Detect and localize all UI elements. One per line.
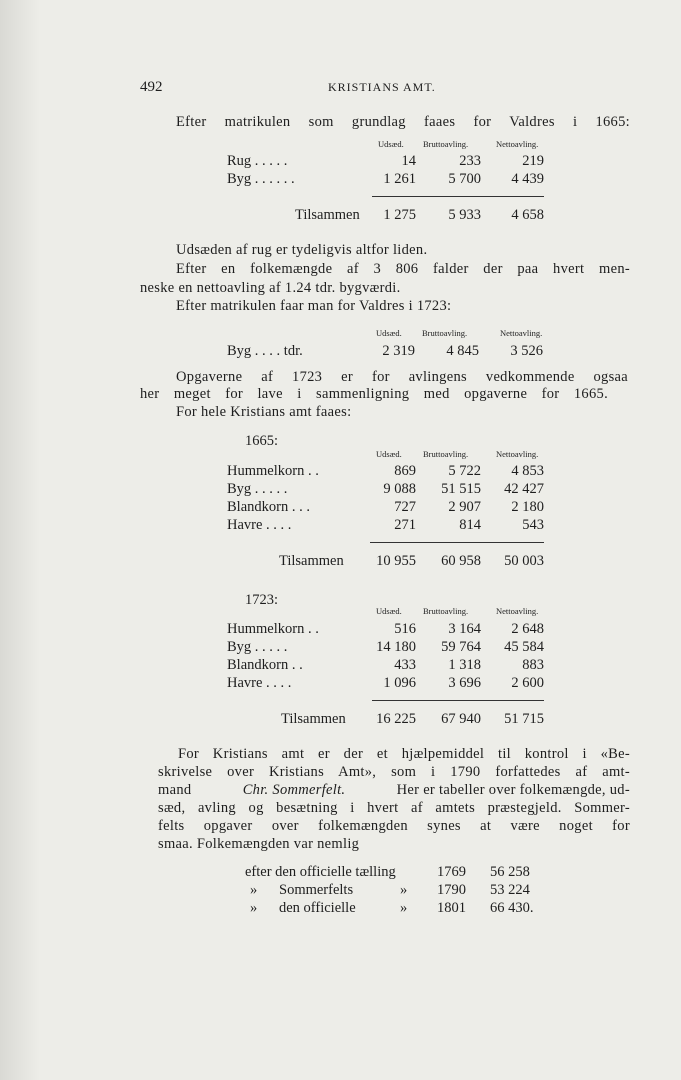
cell-seed: 1 096	[383, 675, 416, 691]
col-head-seed: Udsæd.	[376, 606, 402, 616]
paragraph-4-line-3	[158, 782, 630, 799]
cell-net: 4 658	[511, 207, 544, 223]
col-head-seed: Udsæd.	[378, 139, 404, 149]
table-row	[0, 882, 681, 900]
col-head-net: Nettoavling.	[496, 139, 539, 149]
total-label: Tilsammen	[279, 553, 344, 569]
cell-gross: 51 515	[441, 481, 481, 497]
paragraph-2-line-2: Efter en folkemængde af 3 806 falder der paa hvert men-	[176, 261, 630, 277]
row-label: Hummelkorn . .	[227, 621, 319, 637]
cell-net: 219	[522, 153, 544, 169]
cell-gross: 60 958	[441, 553, 481, 569]
cell-seed: 1 275	[383, 207, 416, 223]
row-label: Hummelkorn . .	[227, 463, 319, 479]
cell-gross: 4 845	[446, 343, 479, 359]
row-label: Blandkorn . .	[227, 657, 303, 673]
cell-net: 543	[522, 517, 544, 533]
cell-seed: 14 180	[376, 639, 416, 655]
cell-year: 1790	[437, 882, 466, 898]
row-label: Byg . . . . . .	[227, 171, 295, 187]
cell-gross: 59 764	[441, 639, 481, 655]
row-label: Byg . . . . .	[227, 481, 288, 497]
cell-seed: 727	[394, 499, 416, 515]
cell-net: 4 439	[511, 171, 544, 187]
ditto-mark: »	[400, 900, 408, 916]
total-rule	[372, 196, 544, 197]
col-head-net: Nettoavling.	[496, 449, 539, 459]
total-label: Tilsammen	[295, 207, 360, 223]
row-label: efter den officielle tælling	[245, 864, 396, 880]
paragraph-1: Efter matrikulen som grundlag faaes for Valdres i 1665:	[176, 114, 630, 130]
col-head-gross: Bruttoavling.	[423, 139, 469, 149]
cell-seed: 9 088	[383, 481, 416, 497]
ditto-mark: »	[250, 882, 258, 898]
total-row	[0, 207, 681, 225]
total-label: Tilsammen	[281, 711, 346, 727]
cell-gross: 67 940	[441, 711, 481, 727]
col-head-net: Nettoavling.	[500, 328, 543, 338]
table-row	[0, 657, 681, 675]
cell-seed: 516	[394, 621, 416, 637]
total-row	[0, 553, 681, 571]
col-head-gross: Bruttoavling.	[423, 606, 469, 616]
cell-year: 1801	[437, 900, 466, 916]
row-label: Byg . . . . tdr.	[227, 343, 303, 359]
running-title: KRISTIANS AMT.	[328, 80, 436, 94]
table-row	[0, 343, 681, 361]
cell-gross: 5 722	[448, 463, 481, 479]
cell-gross: 814	[459, 517, 481, 533]
author-name: Chr. Sommerfelt.	[242, 782, 346, 798]
ditto-mark: »	[400, 882, 408, 898]
ditto-mark: »	[250, 900, 258, 916]
cell-value: 66 430.	[490, 900, 534, 916]
cell-seed: 271	[394, 517, 416, 533]
col-head-gross: Bruttoavling.	[422, 328, 468, 338]
table-row	[0, 900, 681, 918]
table-row	[0, 621, 681, 639]
cell-net: 883	[522, 657, 544, 673]
total-row	[0, 711, 681, 729]
paragraph-4-line-5: felts opgaver over folkemængden synes at være noget for	[158, 818, 630, 834]
cell-gross: 5 933	[448, 207, 481, 223]
cell-value: 53 224	[490, 882, 530, 898]
paragraph-4-line-2: skrivelse over Kristians Amt», som i 1790 forfattedes af amt-	[158, 764, 630, 780]
paragraph-4-line-6: smaa. Folkemængden var nemlig	[158, 836, 360, 852]
table-row	[0, 864, 681, 882]
paragraph-3-line-1: Opgaverne af 1723 er for avlingens vedkommende ogsaa	[176, 369, 628, 385]
cell-value: 56 258	[490, 864, 530, 880]
total-rule	[372, 700, 544, 701]
table-year: 1723:	[245, 592, 279, 608]
cell-net: 2 180	[511, 499, 544, 515]
paragraph-4-line-1: For Kristians amt er der et hjælpemiddel til kontrol i «Be-	[178, 746, 630, 762]
cell-net: 50 003	[504, 553, 544, 569]
paragraph-4-line-4: sæd, avling og besætning i hvert af amtets præstegjeld. Sommer-	[158, 800, 630, 816]
cell-net: 4 853	[511, 463, 544, 479]
row-label: Byg . . . . .	[227, 639, 288, 655]
cell-net: 51 715	[504, 711, 544, 727]
table-row	[0, 675, 681, 693]
row-label: Sommerfelts	[279, 882, 354, 898]
cell-year: 1769	[437, 864, 466, 880]
paragraph-2-line-3: neske en nettoavling af 1.24 tdr. bygværdi.	[140, 280, 401, 296]
table-row	[0, 171, 681, 189]
cell-net: 3 526	[510, 343, 543, 359]
cell-net: 45 584	[504, 639, 544, 655]
table-year: 1665:	[245, 433, 279, 449]
paragraph-3-line-2: her meget for lave i sammenligning med opgaverne for 1665.	[140, 386, 608, 402]
row-label: den officielle	[279, 900, 356, 916]
table-row	[0, 463, 681, 481]
paragraph-2-line-4: Efter matrikulen faar man for Valdres i 1723:	[176, 298, 452, 314]
cell-gross: 3 164	[448, 621, 481, 637]
cell-seed: 16 225	[376, 711, 416, 727]
cell-net: 2 600	[511, 675, 544, 691]
cell-seed: 433	[394, 657, 416, 673]
cell-seed: 14	[401, 153, 416, 169]
table-row	[0, 499, 681, 517]
cell-gross: 2 907	[448, 499, 481, 515]
cell-net: 42 427	[504, 481, 544, 497]
cell-gross: 5 700	[448, 171, 481, 187]
cell-gross: 3 696	[448, 675, 481, 691]
text: mand	[158, 782, 192, 798]
cell-gross: 1 318	[448, 657, 481, 673]
row-label: Blandkorn . . .	[227, 499, 310, 515]
text: Her er tabeller over folkemængde, ud-	[396, 782, 630, 798]
cell-gross: 233	[459, 153, 481, 169]
col-head-seed: Udsæd.	[376, 328, 402, 338]
cell-net: 2 648	[511, 621, 544, 637]
cell-seed: 869	[394, 463, 416, 479]
table-row	[0, 481, 681, 499]
row-label: Havre . . . .	[227, 675, 292, 691]
paragraph-2-line-1: Udsæden af rug er tydeligvis altfor liden.	[176, 242, 428, 258]
page-number: 492	[140, 79, 163, 95]
total-rule	[370, 542, 544, 543]
row-label: Rug . . . . .	[227, 153, 288, 169]
table-row	[0, 517, 681, 535]
col-head-net: Nettoavling.	[496, 606, 539, 616]
cell-seed: 10 955	[376, 553, 416, 569]
cell-seed: 2 319	[382, 343, 415, 359]
col-head-gross: Bruttoavling.	[423, 449, 469, 459]
row-label: Havre . . . .	[227, 517, 292, 533]
cell-seed: 1 261	[383, 171, 416, 187]
table-row	[0, 639, 681, 657]
paragraph-3-line-3: For hele Kristians amt faaes:	[176, 404, 352, 420]
table-row	[0, 153, 681, 171]
col-head-seed: Udsæd.	[376, 449, 402, 459]
